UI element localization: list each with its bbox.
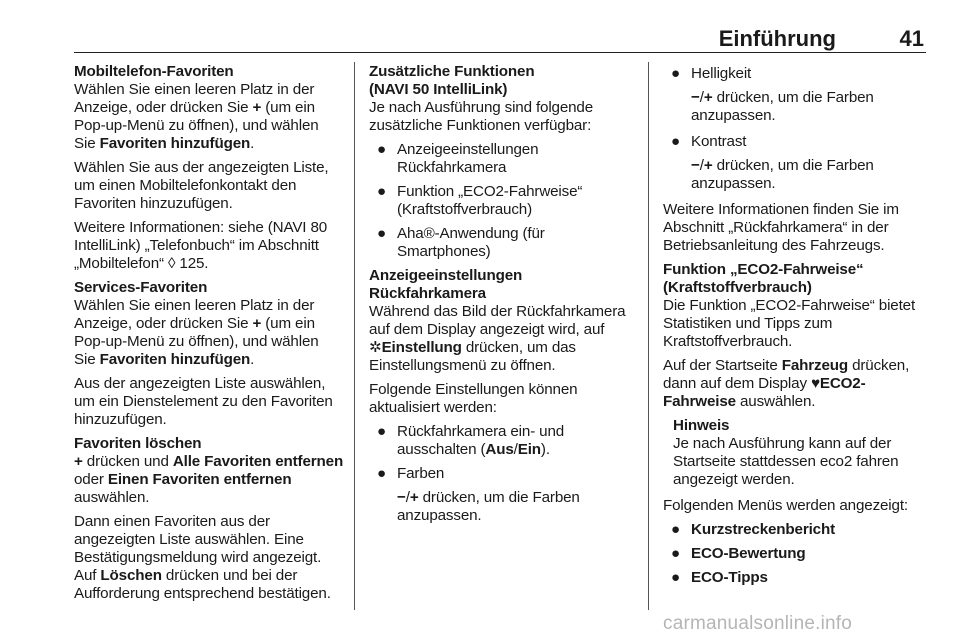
section-subheading: (NAVI 50 IntelliLink) xyxy=(369,81,508,98)
minus-icon: − xyxy=(397,489,406,506)
plus-icon: + xyxy=(74,453,83,470)
section-heading: Anzeigeeinstellungen Rückfahrkamera xyxy=(369,267,523,302)
column-2 xyxy=(369,63,642,533)
minus-icon: − xyxy=(691,157,700,174)
page-header xyxy=(74,26,926,53)
page-number: 41 xyxy=(899,26,924,51)
bullet-icon: ● xyxy=(671,545,681,562)
page-reference-icon: ◊ xyxy=(167,255,176,272)
section-heading: Zusätzliche Funktionen xyxy=(369,63,535,80)
menu-label: Löschen xyxy=(100,567,162,584)
list-item: ● ECO-Bewertung xyxy=(671,545,806,562)
paragraph: Wählen Sie einen leeren Platz in der Anzeige, oder drücken Sie + (um ein Pop-up-Menü zu öffnen), und wählen Sie Favoriten hinzufügen. xyxy=(74,297,319,368)
hint-title: Hinweis xyxy=(673,417,730,434)
gear-icon: ✲ xyxy=(369,339,382,356)
list-item-detail: −/+ drücken, um die Farben anzupassen. xyxy=(691,157,874,192)
plus-icon: + xyxy=(252,315,262,332)
list-item: ● Farben xyxy=(377,465,445,482)
list-item: ● Kontrast xyxy=(671,133,747,150)
column-3 xyxy=(663,63,925,593)
paragraph: + drücken und Alle Favoriten entfernen oder Einen Favoriten entfernen auswählen. xyxy=(74,453,344,506)
section-heading: Mobiltelefon-Favoriten xyxy=(74,63,234,80)
menu-label: Alle Favoriten entfernen xyxy=(172,453,344,470)
section-heading: Funktion „ECO2-Fahrweise“ (Kraftstoffverbrauch) xyxy=(663,261,864,296)
paragraph: Aus der angezeigten Liste auswählen, um ein Dienstelement zu den Favoriten hinzuzufügen. xyxy=(74,375,333,428)
paragraph: Folgende Einstellungen können aktualisiert werden: xyxy=(369,381,578,416)
list-item-detail: −/+ drücken, um die Farben anzupassen. xyxy=(691,89,874,124)
column-1 xyxy=(74,63,344,609)
paragraph: Weitere Informationen finden Sie im Abschnitt „Rückfahrkamera“ in der Betriebsanleitung des Fahrzeugs. xyxy=(663,201,899,254)
hint-box xyxy=(663,417,925,489)
paragraph: Wählen Sie einen leeren Platz in der Anzeige, oder drücken Sie + (um ein Pop-up-Menü zu öffnen), und wählen Sie Favoriten hinzufügen. xyxy=(74,81,319,152)
paragraph: Dann einen Favoriten aus der angezeigten Liste auswählen. Eine Bestätigungsmeldung wird angezeigt. Auf Löschen drücken und bei der Aufforderung entsprechend bestätigen. xyxy=(74,513,331,602)
list-item: ● Aha®-Anwendung (für Smartphones) xyxy=(377,225,545,260)
list-item: ● Funktion „ECO2-Fahrweise“ (Kraftstoffverbrauch) xyxy=(377,183,583,218)
paragraph: Weitere Informationen: siehe (NAVI 80 IntelliLink) „Telefonbuch“ im Abschnitt „Mobiltelefon“ ◊ 125. xyxy=(74,219,328,272)
bullet-icon: ● xyxy=(671,133,681,150)
watermark: carmanualsonline.info xyxy=(663,613,853,634)
plus-icon: + xyxy=(703,89,713,106)
menu-label: Favoriten hinzufügen xyxy=(99,135,251,152)
bullet-icon: ● xyxy=(377,465,387,482)
list-item: ● Anzeigeeinstellungen Rückfahrkamera xyxy=(377,141,539,176)
plus-icon: + xyxy=(409,489,419,506)
menu-label: ECO2-Fahrweise xyxy=(663,375,866,410)
paragraph: Folgenden Menüs werden angezeigt: xyxy=(663,497,908,514)
eco-icon: ♥ xyxy=(810,375,820,392)
page-title: Einführung xyxy=(718,26,836,51)
bullet-icon: ● xyxy=(377,183,387,200)
minus-icon: − xyxy=(691,89,700,106)
list-item: ● Rückfahrkamera ein- und ausschalten (Aus/Ein). xyxy=(377,423,565,458)
column-divider xyxy=(648,62,649,610)
bullet-icon: ● xyxy=(671,521,681,538)
paragraph: Auf der Startseite Fahrzeug drücken, dann auf dem Display ♥ECO2-Fahrweise auswählen. xyxy=(663,357,910,410)
menu-label: Einen Favoriten entfernen xyxy=(107,471,292,488)
menu-label: Favoriten hinzufügen xyxy=(99,351,251,368)
paragraph: Je nach Ausführung sind folgende zusätzliche Funktionen verfügbar: xyxy=(369,99,594,134)
hint-text: Je nach Ausführung kann auf der Startseite stattdessen eco2 fahren angezeigt werden. xyxy=(673,435,899,488)
bullet-icon: ● xyxy=(377,141,387,158)
paragraph: Wählen Sie aus der angezeigten Liste, um einen Mobiltelefonkontakt den Favoriten hinzuzufügen. xyxy=(74,159,329,212)
paragraph: Während das Bild der Rückfahrkamera auf dem Display angezeigt wird, auf ✲Einstellung drücken, um das Einstellungsmenü zu öffnen. xyxy=(369,303,626,374)
list-item: ● ECO-Tipps xyxy=(671,569,768,586)
section-heading: Favoriten löschen xyxy=(74,435,202,452)
list-item-detail: −/+ drücken, um die Farben anzupassen. xyxy=(397,489,580,524)
menu-label: Fahrzeug xyxy=(781,357,849,374)
list-item: ● Helligkeit xyxy=(671,65,752,82)
paragraph: Die Funktion „ECO2-Fahrweise“ bietet Statistiken und Tipps zum Kraftstoffverbrauch. xyxy=(663,297,916,350)
plus-icon: + xyxy=(703,157,713,174)
bullet-icon: ● xyxy=(671,569,681,586)
column-divider xyxy=(354,62,355,610)
bullet-icon: ● xyxy=(671,65,681,82)
plus-icon: + xyxy=(252,99,262,116)
bullet-icon: ● xyxy=(377,225,387,242)
section-heading: Services-Favoriten xyxy=(74,279,208,296)
menu-label: Einstellung xyxy=(381,339,462,356)
bullet-icon: ● xyxy=(377,423,387,440)
list-item: ● Kurzstreckenbericht xyxy=(671,521,836,538)
